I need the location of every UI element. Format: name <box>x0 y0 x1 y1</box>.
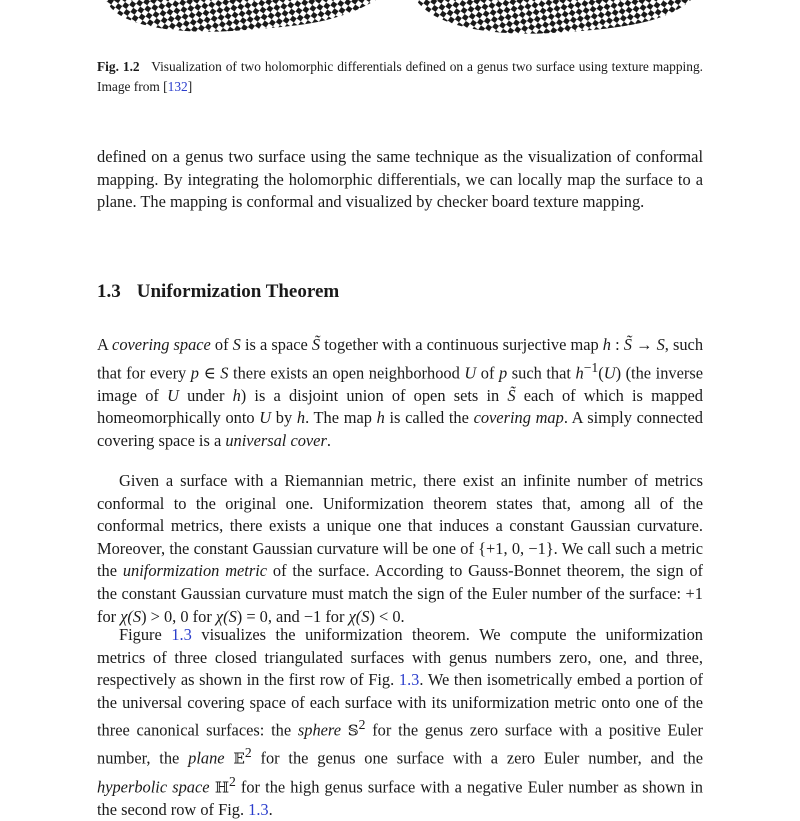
caption-end: ] <box>187 79 193 94</box>
term-uniformization-metric: uniformization metric <box>122 561 268 581</box>
term-hyperbolic-space: hyperbolic space <box>97 776 210 796</box>
term-universal-cover: universal cover <box>225 430 327 450</box>
paragraph-covering-space: A covering space of S is a space S̃ together with a continuous surjective map h : S̃ → S, such that for every p ∈ S there exists an open neighborhood U of p such that $h^{-1}(U)$ (the inverse image of U under h) is a disjoint union of open sets in S̃ each of which is mapped homeomorphically onto U by h. The map h is called the covering map. A simply connected covering space is a universal cover. <box>97 335 704 450</box>
term-plane: plane <box>188 748 225 768</box>
section-heading <box>97 281 339 303</box>
section-title: Uniformization Theorem <box>136 281 340 302</box>
term-sphere: sphere <box>297 720 341 740</box>
right-surface <box>416 0 691 34</box>
paragraph-figure-description: Figure 1.3 visualizes the uniformization theorem. We compute the uniformization metrics of three closed triangulated surfaces with genus numbers zero, one, and three, respectively as shown in the first row of Fig. 1.3. We then isometrically embed a portion of the universal covering space of each surface with its uniformization metric onto one of the three canonical surfaces: the sphere 𝕊$^2$ for the genus zero surface with a positive Euler number, the plane 𝔼$^2$ for the genus one surface with a zero Euler number, and the hyperbolic space ℍ$^2$ for the high genus surface with a negative Euler number as shown in the second row of Fig. 1.3. <box>97 625 703 819</box>
figure-ref-link[interactable]: 1.3 <box>248 799 269 819</box>
caption-label: Fig. 1.2 <box>97 59 140 74</box>
figure-ref-link[interactable]: 1.3 <box>398 670 420 690</box>
paragraph-uniformization: Given a surface with a Riemannian metric, there exist an infinite number of metrics conformal to the original one. Uniformization theorem states that, among all of the conformal metrics, there exists a unique one that induces a constant Gaussian curvature. Moreover, the constant Gaussian curvature will be one of {+1, 0, −1}. We call such a metric the uniformization metric of the surface. According to Gauss-Bonnet theorem, the sign of the constant Gaussian curvature must match the sign of the Euler number of the surface: +1 for χ(S) > 0, 0 for χ(S) = 0, and −1 for χ(S) < 0. <box>97 471 704 626</box>
term-covering-space: covering space <box>112 335 211 354</box>
figure-caption <box>97 57 703 97</box>
left-surface <box>106 0 376 32</box>
figure-checkerboard-surfaces <box>96 0 704 40</box>
section-number: 1.3 <box>97 281 121 302</box>
term-covering-map: covering map <box>473 408 564 428</box>
paragraph-1: defined on a genus two surface using the same technique as the visualization of conformal mapping. By integrating the holomorphic differentials, we can locally map the surface to a plane. The mapping is conformal and visualized by checker board texture mapping. <box>97 147 703 212</box>
citation-link[interactable]: 132 <box>167 79 188 94</box>
figure-ref-link[interactable]: 1.3 <box>171 625 192 644</box>
caption-text: Visualization of two holomorphic differentials defined on a genus two surface using texture mapping. Image from [ <box>97 59 703 94</box>
